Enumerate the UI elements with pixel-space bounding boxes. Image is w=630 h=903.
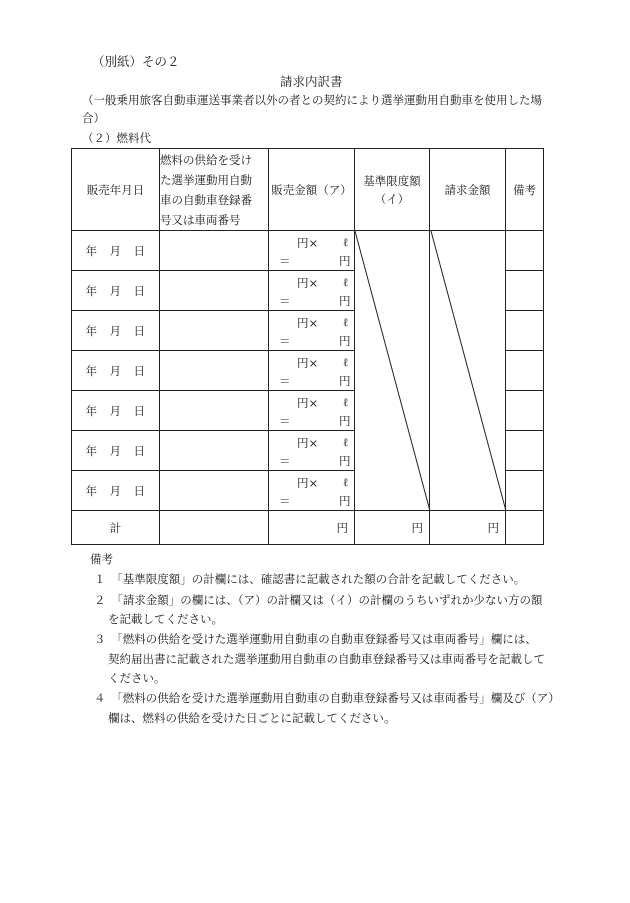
annex-label: （別紙）その２ xyxy=(92,54,180,69)
note-2-line-2: を記載してください。 xyxy=(108,612,223,626)
header-remarks: 備考 xyxy=(506,149,544,231)
vehicle-number-cell[interactable] xyxy=(160,271,269,311)
note-4-line-2: 欄は、燃料の供給を受けた日ごとに記載してください。 xyxy=(108,711,396,725)
yen-unit: 円 xyxy=(339,294,351,308)
equals-sign: ＝ xyxy=(279,294,291,308)
total-row xyxy=(72,511,544,545)
yen-unit: 円 xyxy=(339,374,351,388)
claim-amount-slashed-cell xyxy=(430,231,506,511)
note-4-line-1: ４ 「燃料の供給を受けた選挙運動用自動車の自動車登録番号又は車両番号」欄及び（ア） xyxy=(94,691,560,705)
date-cell[interactable]: 年 月 日 xyxy=(72,471,160,511)
date-cell[interactable]: 年 月 日 xyxy=(72,271,160,311)
header-limit-line-1: 基準限度額 xyxy=(363,173,421,188)
fuel-claim-table xyxy=(71,148,544,545)
header-vehicle-line-1: 燃料の供給を受け xyxy=(160,152,252,167)
remarks-cell[interactable] xyxy=(506,231,544,271)
header-date: 販売年月日 xyxy=(72,149,160,231)
vehicle-number-cell[interactable] xyxy=(160,391,269,431)
equals-sign: ＝ xyxy=(279,454,291,468)
note-1: １ 「基準限度額」の計欄には、確認書に記載された額の合計を記載してください。 xyxy=(94,572,526,586)
amount-cell[interactable] xyxy=(269,431,355,471)
date-cell[interactable]: 年 月 日 xyxy=(72,311,160,351)
header-limit-line-2: （イ） xyxy=(374,191,410,206)
amount-cell[interactable] xyxy=(269,311,355,351)
header-vehicle-line-2: た選挙運動用自動 xyxy=(160,172,252,187)
header-standard-limit xyxy=(355,149,430,231)
note-2-line-1: ２ 「請求金額」の欄には、（ア）の計欄又は（イ）の計欄のうちいずれか少ない方の額 xyxy=(94,593,543,607)
liter-unit: ℓ xyxy=(343,355,349,369)
header-vehicle-number xyxy=(160,149,269,231)
total-claim-cell[interactable]: 円 xyxy=(430,511,506,545)
note-3-line-2: 契約届出書に記載された選挙運動用自動車の自動車登録番号又は車両番号を記載して xyxy=(108,652,545,666)
subtitle-line-2: 合） xyxy=(82,111,105,125)
yen-unit: 円 xyxy=(339,454,351,468)
liter-unit: ℓ xyxy=(343,315,349,329)
yen-times-label: 円× xyxy=(297,356,319,370)
yen-times-label: 円× xyxy=(297,316,319,330)
yen-unit: 円 xyxy=(339,494,351,508)
standard-limit-slashed-cell xyxy=(355,231,430,511)
vehicle-number-cell[interactable] xyxy=(160,311,269,351)
header-row xyxy=(72,149,544,231)
yen-unit: 円 xyxy=(339,334,351,348)
liter-unit: ℓ xyxy=(343,475,349,489)
remarks-cell[interactable] xyxy=(506,351,544,391)
vehicle-number-cell[interactable] xyxy=(160,231,269,271)
total-label: 計 xyxy=(72,511,160,545)
yen-times-label: 円× xyxy=(297,276,319,290)
liter-unit: ℓ xyxy=(343,395,349,409)
amount-cell[interactable] xyxy=(269,231,355,271)
remarks-cell[interactable] xyxy=(506,391,544,431)
yen-times-label: 円× xyxy=(297,476,319,490)
total-limit-cell[interactable]: 円 xyxy=(355,511,430,545)
equals-sign: ＝ xyxy=(279,414,291,428)
remarks-cell[interactable] xyxy=(506,311,544,351)
yen-times-label: 円× xyxy=(297,396,319,410)
section-label: （２）燃料代 xyxy=(82,131,151,145)
total-amount-cell[interactable]: 円 xyxy=(269,511,355,545)
subtitle-line-1: （一般乗用旅客自動車運送事業者以外の者との契約により選挙運動用自動車を使用した場 xyxy=(82,93,542,107)
amount-cell[interactable] xyxy=(269,351,355,391)
amount-cell[interactable] xyxy=(269,271,355,311)
remarks-cell[interactable] xyxy=(506,471,544,511)
equals-sign: ＝ xyxy=(279,494,291,508)
equals-sign: ＝ xyxy=(279,254,291,268)
header-claim-amount: 請求金額 xyxy=(430,149,506,231)
equals-sign: ＝ xyxy=(279,374,291,388)
note-3-line-1: ３ 「燃料の供給を受けた選挙運動用自動車の自動車登録番号又は車両番号」欄には、 xyxy=(94,632,537,646)
vehicle-number-cell[interactable] xyxy=(160,471,269,511)
yen-unit: 円 xyxy=(339,254,351,268)
yen-times-label: 円× xyxy=(297,236,319,250)
amount-cell[interactable] xyxy=(269,471,355,511)
remarks-cell[interactable] xyxy=(506,271,544,311)
total-remarks-cell[interactable] xyxy=(506,511,544,545)
vehicle-number-cell[interactable] xyxy=(160,351,269,391)
date-cell[interactable]: 年 月 日 xyxy=(72,431,160,471)
notes-heading: 備考 xyxy=(90,552,113,566)
date-cell[interactable]: 年 月 日 xyxy=(72,351,160,391)
total-vehicle-cell xyxy=(160,511,269,545)
yen-times-label: 円× xyxy=(297,436,319,450)
yen-unit: 円 xyxy=(339,414,351,428)
header-vehicle-line-4: 号又は車両番号 xyxy=(160,212,241,227)
date-cell[interactable]: 年 月 日 xyxy=(72,231,160,271)
liter-unit: ℓ xyxy=(343,235,349,249)
equals-sign: ＝ xyxy=(279,334,291,348)
header-sales-amount: 販売金額（ア） xyxy=(269,149,355,231)
liter-unit: ℓ xyxy=(343,275,349,289)
vehicle-number-cell[interactable] xyxy=(160,431,269,471)
remarks-cell[interactable] xyxy=(506,431,544,471)
header-vehicle-line-3: 車の自動車登録番 xyxy=(160,192,252,207)
table-row xyxy=(72,231,544,271)
page-title: 請求内訳書 xyxy=(280,74,343,89)
liter-unit: ℓ xyxy=(343,435,349,449)
note-3-line-3: ください。 xyxy=(108,671,166,685)
amount-cell[interactable] xyxy=(269,391,355,431)
date-cell[interactable]: 年 月 日 xyxy=(72,391,160,431)
